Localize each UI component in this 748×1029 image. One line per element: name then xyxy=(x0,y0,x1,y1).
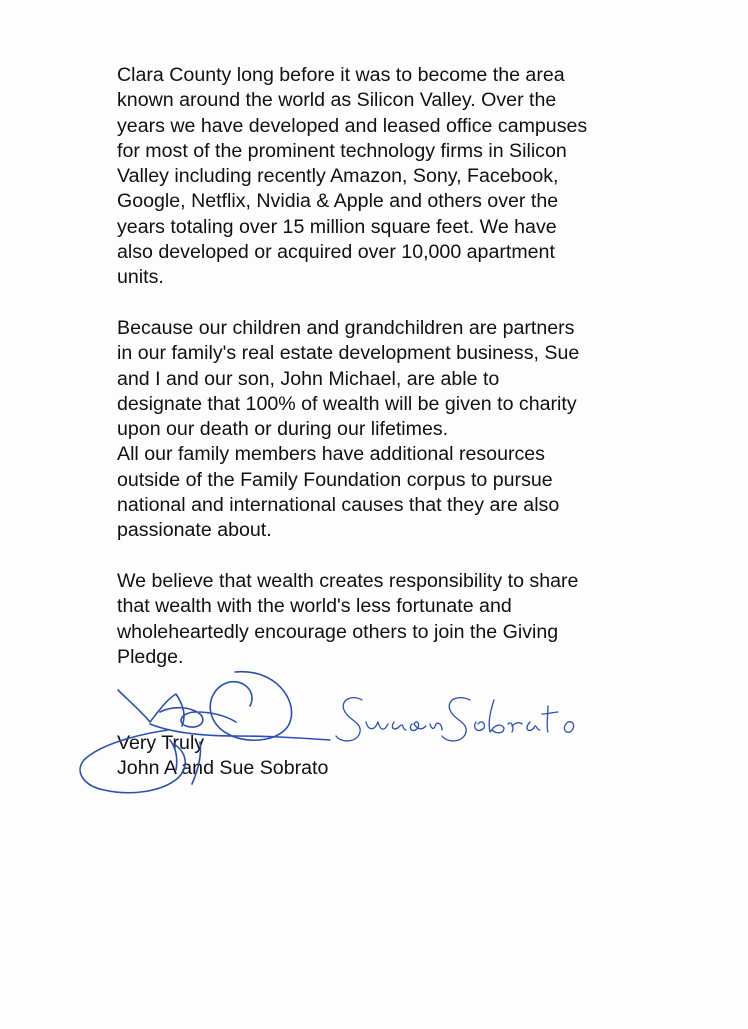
paragraph-giving-pledge: We believe that wealth creates responsibility to share that wealth with the world's less fortunate and wholeheartedly encourage others to join the Giving Pledge. xyxy=(117,569,579,668)
letter-body xyxy=(117,63,677,670)
paragraph-silicon-valley: Clara County long before it was to become the area known around the world as Silicon Valley. Over the years we have developed and leased office campuses for most of the prominent technology firms in Silicon Valley including recently Amazon, Sony, Facebook, Google, Netflix, Nvidia & Apple and others over the years totaling over 15 million square feet. We have also developed or acquired over 10,000 apartment units. xyxy=(117,64,588,289)
paragraph-family-business: Because our children and grandchildren are partners in our family's real estate development business, Sue and I and our son, John Michael, are able to designate that 100% of wealth will be given to charity upon our death or during our lifetimes. xyxy=(117,316,580,441)
sue-signature xyxy=(336,698,574,741)
closing-salutation: Very Truly xyxy=(117,732,205,754)
signer-names: John A and Sue Sobrato xyxy=(117,757,329,780)
letter-closing xyxy=(117,731,328,782)
paragraph-family-resources: All our family members have additional resources outside of the Family Foundation corpus to pursue national and international causes that they are also passionate about. xyxy=(117,443,560,542)
